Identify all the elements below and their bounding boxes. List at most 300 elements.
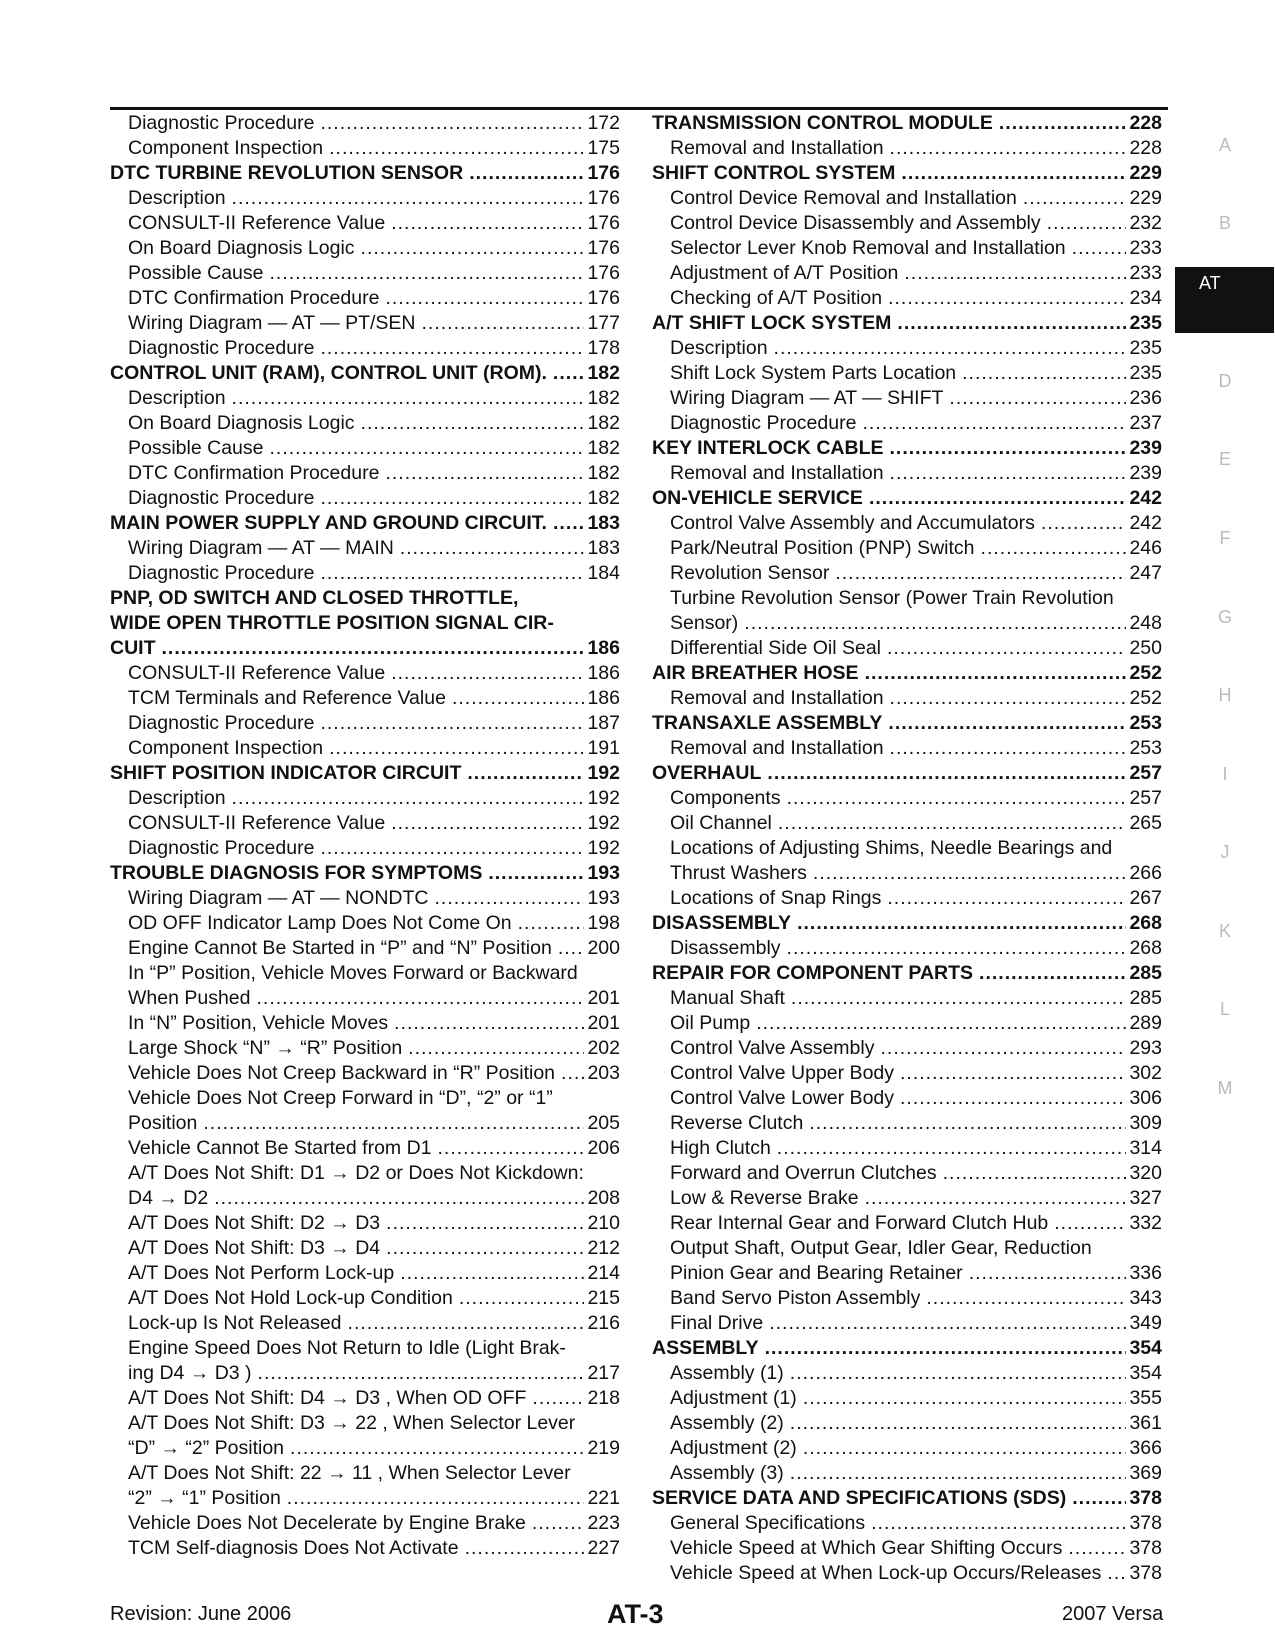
toc-entry-page: 186 (587, 637, 620, 659)
toc-entry-title: DTC Confirmation Procedure (128, 287, 380, 309)
toc-entry[interactable] (110, 1111, 620, 1136)
toc-entry-title: TCM Terminals and Reference Value (128, 687, 446, 709)
dot-leader (385, 286, 584, 311)
toc-entry[interactable] (652, 786, 1162, 811)
toc-entry-title: DTC Confirmation Procedure (128, 462, 380, 484)
toc-entry[interactable] (652, 1011, 1162, 1036)
toc-entry-page: 217 (587, 1362, 620, 1384)
toc-entry[interactable] (110, 911, 620, 936)
dot-leader (290, 1436, 584, 1461)
dot-leader (774, 336, 1127, 361)
toc-entry-page: 182 (587, 412, 620, 434)
toc-entry-title: Vehicle Speed at When Lock-up Occurs/Releases (670, 1562, 1102, 1584)
section-tab-d[interactable] (1175, 366, 1275, 396)
toc-entry-title: Possible Cause (128, 262, 264, 284)
toc-entry-page: 183 (587, 512, 620, 534)
toc-entry[interactable] (110, 661, 620, 686)
toc-entry[interactable] (110, 1136, 620, 1161)
toc-entry[interactable] (110, 986, 620, 1011)
dot-leader (561, 1061, 584, 1086)
dot-leader (888, 711, 1126, 736)
section-tab-k[interactable] (1175, 916, 1275, 946)
toc-entry[interactable] (652, 586, 1162, 611)
toc-entry[interactable] (652, 636, 1162, 661)
toc-entry-title: Diagnostic Procedure (128, 562, 315, 584)
dot-leader (385, 461, 584, 486)
toc-entry[interactable] (110, 1011, 620, 1036)
dot-leader (162, 636, 585, 661)
dot-leader (1068, 1536, 1126, 1561)
dot-leader (320, 336, 584, 361)
dot-leader (999, 111, 1127, 136)
toc-entry-page: 378 (1129, 1562, 1162, 1584)
toc-entry-page: 228 (1129, 112, 1162, 134)
toc-entry[interactable] (110, 261, 620, 286)
dot-leader (320, 486, 584, 511)
toc-entry-page: 182 (587, 387, 620, 409)
toc-entry[interactable] (110, 1461, 620, 1486)
toc-entry[interactable] (110, 1311, 620, 1336)
toc-entry[interactable] (110, 686, 620, 711)
toc-entry-page: 233 (1129, 262, 1162, 284)
toc-entry-title: On Board Diagnosis Logic (128, 412, 355, 434)
dot-leader (901, 161, 1126, 186)
toc-entry-title: A/T Does Not Hold Lock-up Condition (128, 1287, 453, 1309)
toc-entry-title: TROUBLE DIAGNOSIS FOR SYMPTOMS (110, 862, 483, 884)
dot-leader (400, 1261, 584, 1286)
toc-entry[interactable] (652, 361, 1162, 386)
toc-entry-title: General Specifications (670, 1512, 866, 1534)
toc-section-heading[interactable] (652, 161, 1162, 186)
toc-entry[interactable] (652, 1511, 1162, 1536)
toc-entry-title: “2” → “1” Position (128, 1487, 281, 1509)
toc-entry-page: 253 (1129, 712, 1162, 734)
toc-entry[interactable] (652, 1286, 1162, 1311)
toc-entry-page: 200 (587, 937, 620, 959)
toc-entry-title: Selector Lever Knob Removal and Installation (670, 237, 1066, 259)
toc-entry[interactable] (652, 1111, 1162, 1136)
toc-entry[interactable] (110, 236, 620, 261)
toc-section-heading[interactable] (652, 961, 1162, 986)
dot-leader (1054, 1211, 1126, 1236)
toc-entry-page: 228 (1129, 137, 1162, 159)
dot-leader (459, 1286, 585, 1311)
dot-leader (258, 1361, 585, 1386)
toc-entry-page: 354 (1129, 1362, 1162, 1384)
toc-entry-page: 192 (587, 762, 620, 784)
toc-section-heading[interactable] (652, 486, 1162, 511)
dot-leader (871, 1511, 1126, 1536)
toc-entry-page: 191 (587, 737, 620, 759)
toc-entry-title: CUIT (110, 637, 156, 659)
toc-entry[interactable] (652, 861, 1162, 886)
section-tab-at[interactable] (1175, 267, 1274, 333)
toc-entry-title: Park/Neutral Position (PNP) Switch (670, 537, 975, 559)
toc-entry-title: Description (128, 187, 226, 209)
toc-entry[interactable] (652, 1136, 1162, 1161)
toc-entry[interactable] (110, 211, 620, 236)
toc-entry-page: 182 (587, 362, 620, 384)
section-tab-j[interactable] (1175, 837, 1275, 867)
dot-leader (1072, 236, 1127, 261)
toc-section-heading[interactable] (652, 311, 1162, 336)
toc-entry[interactable] (652, 1436, 1162, 1461)
toc-entry[interactable] (652, 1261, 1162, 1286)
dot-leader (969, 1261, 1127, 1286)
section-tab-label: A (1218, 135, 1231, 155)
toc-entry[interactable] (110, 386, 620, 411)
toc-entry-page: 361 (1129, 1412, 1162, 1434)
toc-entry-title: Manual Shaft (670, 987, 785, 1009)
toc-entry[interactable] (652, 811, 1162, 836)
toc-entry-title: Thrust Washers (670, 862, 807, 884)
dot-leader (790, 1461, 1127, 1486)
toc-entry-page: 289 (1129, 1012, 1162, 1034)
toc-entry[interactable] (652, 736, 1162, 761)
toc-entry[interactable] (652, 1311, 1162, 1336)
section-tab-label: M (1217, 1078, 1233, 1098)
section-tab-g[interactable] (1175, 602, 1275, 632)
toc-entry[interactable] (652, 211, 1162, 236)
toc-entry[interactable] (110, 311, 620, 336)
toc-entry-page: 176 (587, 162, 620, 184)
toc-entry-page: 332 (1129, 1212, 1162, 1234)
toc-entry[interactable] (652, 261, 1162, 286)
section-tab-label: H (1218, 685, 1232, 705)
toc-entry[interactable] (652, 1361, 1162, 1386)
toc-entry-title: Control Valve Assembly (670, 1037, 875, 1059)
section-tab-i[interactable] (1175, 759, 1275, 789)
toc-entry-page: 302 (1129, 1062, 1162, 1084)
toc-entry-title: Output Shaft, Output Gear, Idler Gear, Reduction (670, 1237, 1092, 1259)
toc-entry[interactable] (652, 511, 1162, 536)
toc-entry[interactable] (652, 1161, 1162, 1186)
toc-entry-title: SHIFT POSITION INDICATOR CIRCUIT (110, 762, 462, 784)
dot-leader (904, 261, 1126, 286)
toc-entry[interactable] (110, 1286, 620, 1311)
toc-entry-page: 320 (1129, 1162, 1162, 1184)
toc-section-heading[interactable] (652, 911, 1162, 936)
toc-entry-title: Checking of A/T Position (670, 287, 883, 309)
dot-leader (320, 111, 584, 136)
section-tab-f[interactable] (1175, 523, 1275, 553)
toc-entry[interactable] (110, 186, 620, 211)
toc-entry-title: CONSULT-II Reference Value (128, 212, 386, 234)
toc-entry-title: Description (670, 337, 768, 359)
dot-leader (744, 611, 1126, 636)
toc-section-heading[interactable] (110, 761, 620, 786)
dot-leader (1107, 1561, 1126, 1586)
toc-entry-title: Diagnostic Procedure (128, 487, 315, 509)
dot-leader (835, 561, 1126, 586)
toc-entry-page: 176 (587, 287, 620, 309)
toc-entry-page: 366 (1129, 1437, 1162, 1459)
toc-entry[interactable] (652, 386, 1162, 411)
toc-entry[interactable] (110, 811, 620, 836)
toc-entry[interactable] (110, 436, 620, 461)
dot-leader (900, 1086, 1126, 1111)
toc-entry-page: 250 (1129, 637, 1162, 659)
dot-leader (391, 661, 584, 686)
toc-entry-title: SERVICE DATA AND SPECIFICATIONS (SDS) (652, 1487, 1067, 1509)
toc-entry-page: 218 (587, 1387, 620, 1409)
section-tab-b[interactable] (1175, 208, 1275, 238)
dot-leader (257, 986, 585, 1011)
toc-entry[interactable] (110, 1261, 620, 1286)
toc-entry-page: 210 (587, 1212, 620, 1234)
toc-entry[interactable] (110, 786, 620, 811)
toc-section-heading[interactable] (652, 1486, 1162, 1511)
toc-section-heading[interactable] (652, 436, 1162, 461)
toc-entry-page: 201 (587, 1012, 620, 1034)
dot-leader (553, 361, 585, 386)
section-tab-label: G (1217, 607, 1232, 627)
toc-entry-title: Vehicle Speed at Which Gear Shifting Occurs (670, 1537, 1063, 1559)
section-tab-label: I (1222, 764, 1228, 784)
toc-entry[interactable] (652, 1386, 1162, 1411)
toc-entry[interactable] (652, 1186, 1162, 1211)
dot-leader (981, 536, 1127, 561)
dot-leader (203, 1111, 584, 1136)
dot-leader (1041, 511, 1127, 536)
dot-leader (813, 861, 1127, 886)
toc-entry[interactable] (110, 1336, 620, 1361)
toc-section-heading[interactable] (110, 861, 620, 886)
toc-right-column (652, 111, 1162, 1586)
top-rule (110, 107, 1168, 110)
toc-section-heading[interactable] (110, 611, 620, 636)
toc-entry-page: 219 (587, 1437, 620, 1459)
toc-entry[interactable] (110, 461, 620, 486)
toc-entry[interactable] (652, 1061, 1162, 1086)
dot-leader (869, 486, 1127, 511)
toc-entry[interactable] (652, 1536, 1162, 1561)
toc-entry-title: TCM Self-diagnosis Does Not Activate (128, 1537, 459, 1559)
dot-leader (348, 1311, 585, 1336)
toc-entry-page: 239 (1129, 462, 1162, 484)
dot-leader (809, 1111, 1126, 1136)
toc-entry-page: 201 (587, 987, 620, 1009)
toc-entry[interactable] (110, 1536, 620, 1561)
toc-entry[interactable] (652, 986, 1162, 1011)
toc-entry-title: Vehicle Cannot Be Started from D1 (128, 1137, 432, 1159)
toc-section-heading[interactable] (110, 511, 620, 536)
toc-entry[interactable] (110, 1186, 620, 1211)
toc-entry[interactable] (652, 461, 1162, 486)
toc-entry-page: 182 (587, 462, 620, 484)
dot-leader (214, 1186, 584, 1211)
toc-entry-page: 175 (587, 137, 620, 159)
toc-section-heading[interactable] (652, 1336, 1162, 1361)
section-tab-l[interactable] (1175, 994, 1275, 1024)
toc-entry-title: Control Valve Assembly and Accumulators (670, 512, 1035, 534)
toc-entry[interactable] (652, 886, 1162, 911)
toc-entry[interactable] (110, 1411, 620, 1436)
dot-leader (979, 961, 1126, 986)
toc-entry[interactable] (652, 1036, 1162, 1061)
toc-entry[interactable] (652, 336, 1162, 361)
toc-section-heading[interactable] (652, 111, 1162, 136)
toc-entry[interactable] (110, 561, 620, 586)
toc-entry-title: Vehicle Does Not Decelerate by Engine Brake (128, 1512, 526, 1534)
toc-entry-page: 223 (587, 1512, 620, 1534)
toc-entry-title: Revolution Sensor (670, 562, 830, 584)
toc-entry-page: 239 (1129, 437, 1162, 459)
toc-entry[interactable] (652, 236, 1162, 261)
section-tab-label: D (1218, 371, 1232, 391)
toc-entry-title: Oil Channel (670, 812, 772, 834)
toc-entry-title: OD OFF Indicator Lamp Does Not Come On (128, 912, 512, 934)
toc-entry[interactable] (652, 836, 1162, 861)
toc-entry[interactable] (652, 611, 1162, 636)
toc-entry[interactable] (110, 136, 620, 161)
toc-entry-page: 176 (587, 237, 620, 259)
toc-entry-title: Shift Lock System Parts Location (670, 362, 957, 384)
toc-entry[interactable] (652, 1561, 1162, 1586)
toc-entry-title: Control Valve Upper Body (670, 1062, 895, 1084)
toc-entry-page: 221 (587, 1487, 620, 1509)
toc-entry[interactable] (110, 536, 620, 561)
toc-section-heading[interactable] (652, 711, 1162, 736)
toc-entry-page: 193 (587, 887, 620, 909)
dot-leader (532, 1511, 585, 1536)
toc-entry-page: 253 (1129, 737, 1162, 759)
footer-model: 2007 Versa (1062, 1603, 1164, 1625)
toc-entry[interactable] (110, 886, 620, 911)
dot-leader (452, 686, 585, 711)
toc-entry[interactable] (110, 1236, 620, 1261)
toc-entry-title: Pinion Gear and Bearing Retainer (670, 1262, 963, 1284)
toc-entry-title: ASSEMBLY (652, 1337, 759, 1359)
dot-leader (777, 1136, 1127, 1161)
dot-leader (803, 1436, 1127, 1461)
toc-entry-title: Diagnostic Procedure (128, 112, 315, 134)
toc-entry[interactable] (110, 1061, 620, 1086)
section-tab-m[interactable] (1175, 1073, 1275, 1103)
toc-entry[interactable] (652, 411, 1162, 436)
toc-entry[interactable] (110, 836, 620, 861)
toc-entry-title: Diagnostic Procedure (128, 712, 315, 734)
toc-entry[interactable] (110, 1486, 620, 1511)
toc-entry[interactable] (110, 711, 620, 736)
toc-entry-title: Components (670, 787, 781, 809)
toc-entry-title: Removal and Installation (670, 737, 884, 759)
toc-entry-page: 247 (1129, 562, 1162, 584)
toc-entry-page: 252 (1129, 662, 1162, 684)
toc-entry-page: 203 (587, 1062, 620, 1084)
toc-entry-title: Large Shock “N” → “R” Position (128, 1037, 403, 1059)
dot-leader (862, 411, 1126, 436)
toc-entry[interactable] (652, 286, 1162, 311)
section-tab-e[interactable] (1175, 444, 1275, 474)
toc-entry-page: 336 (1129, 1262, 1162, 1284)
toc-entry-page: 229 (1129, 162, 1162, 184)
toc-entry-page: 235 (1129, 312, 1162, 334)
section-tab-label: K (1218, 921, 1231, 941)
toc-entry-page: 208 (587, 1187, 620, 1209)
toc-entry-title: D4 → D2 (128, 1187, 209, 1209)
toc-entry-title: Reverse Clutch (670, 1112, 804, 1134)
toc-entry-page: 327 (1129, 1187, 1162, 1209)
dot-leader (558, 936, 585, 961)
toc-section-heading[interactable] (652, 661, 1162, 686)
toc-entry[interactable] (110, 1386, 620, 1411)
toc-section-heading[interactable] (652, 761, 1162, 786)
toc-entry-title: Control Device Disassembly and Assembly (670, 212, 1041, 234)
dot-leader (232, 186, 585, 211)
toc-entry[interactable] (110, 936, 620, 961)
toc-entry[interactable] (652, 1461, 1162, 1486)
toc-section-heading[interactable] (110, 161, 620, 186)
toc-entry-title: Rear Internal Gear and Forward Clutch Hub (670, 1212, 1049, 1234)
dot-leader (778, 811, 1127, 836)
toc-entry[interactable] (652, 1236, 1162, 1261)
toc-entry-page: 257 (1129, 762, 1162, 784)
toc-entry[interactable] (110, 111, 620, 136)
toc-entry[interactable] (652, 536, 1162, 561)
toc-entry-title: A/T Does Not Shift: D4 → D3 , When OD OFF (128, 1387, 527, 1409)
toc-entry[interactable] (652, 686, 1162, 711)
dot-leader (438, 1136, 585, 1161)
toc-entry-page: 198 (587, 912, 620, 934)
section-tab-a[interactable] (1175, 130, 1275, 160)
toc-entry-title: A/T Does Not Perform Lock-up (128, 1262, 395, 1284)
toc-entry[interactable] (110, 1086, 620, 1111)
toc-entry[interactable] (110, 336, 620, 361)
section-tab-label: J (1220, 842, 1230, 862)
toc-entry[interactable] (110, 286, 620, 311)
toc-entry-page: 314 (1129, 1137, 1162, 1159)
dot-leader (890, 736, 1127, 761)
toc-entry-title: CONSULT-II Reference Value (128, 812, 386, 834)
toc-entry[interactable] (652, 561, 1162, 586)
toc-entry[interactable] (110, 1036, 620, 1061)
toc-entry-title: TRANSMISSION CONTROL MODULE (652, 112, 993, 134)
toc-entry-title: Position (128, 1112, 198, 1134)
toc-entry[interactable] (110, 1161, 620, 1186)
toc-section-heading[interactable] (110, 361, 620, 386)
dot-leader (962, 361, 1126, 386)
toc-entry-title: Lock-up Is Not Released (128, 1312, 342, 1334)
toc-entry[interactable] (110, 1211, 620, 1236)
section-tab-h[interactable] (1175, 680, 1275, 710)
toc-entry[interactable] (652, 1211, 1162, 1236)
toc-entry[interactable] (110, 1361, 620, 1386)
toc-entry-title: MAIN POWER SUPPLY AND GROUND CIRCUIT. (110, 512, 547, 534)
toc-entry[interactable] (652, 1086, 1162, 1111)
toc-entry[interactable] (110, 1511, 620, 1536)
toc-entry[interactable] (110, 961, 620, 986)
toc-section-heading[interactable] (110, 636, 620, 661)
toc-entry[interactable] (110, 486, 620, 511)
toc-entry[interactable] (652, 136, 1162, 161)
dot-leader (270, 436, 585, 461)
toc-entry-page: 246 (1129, 537, 1162, 559)
dot-leader (769, 1311, 1126, 1336)
toc-entry[interactable] (110, 1436, 620, 1461)
toc-entry-page: 355 (1129, 1387, 1162, 1409)
toc-entry[interactable] (652, 936, 1162, 961)
toc-entry-title: SHIFT CONTROL SYSTEM (652, 162, 896, 184)
toc-entry-title: Diagnostic Procedure (670, 412, 857, 434)
toc-entry[interactable] (652, 186, 1162, 211)
dot-leader (361, 411, 585, 436)
toc-entry[interactable] (652, 1411, 1162, 1436)
toc-entry[interactable] (110, 736, 620, 761)
toc-section-heading[interactable] (110, 586, 620, 611)
toc-entry[interactable] (110, 411, 620, 436)
section-tab-label: B (1218, 213, 1231, 233)
